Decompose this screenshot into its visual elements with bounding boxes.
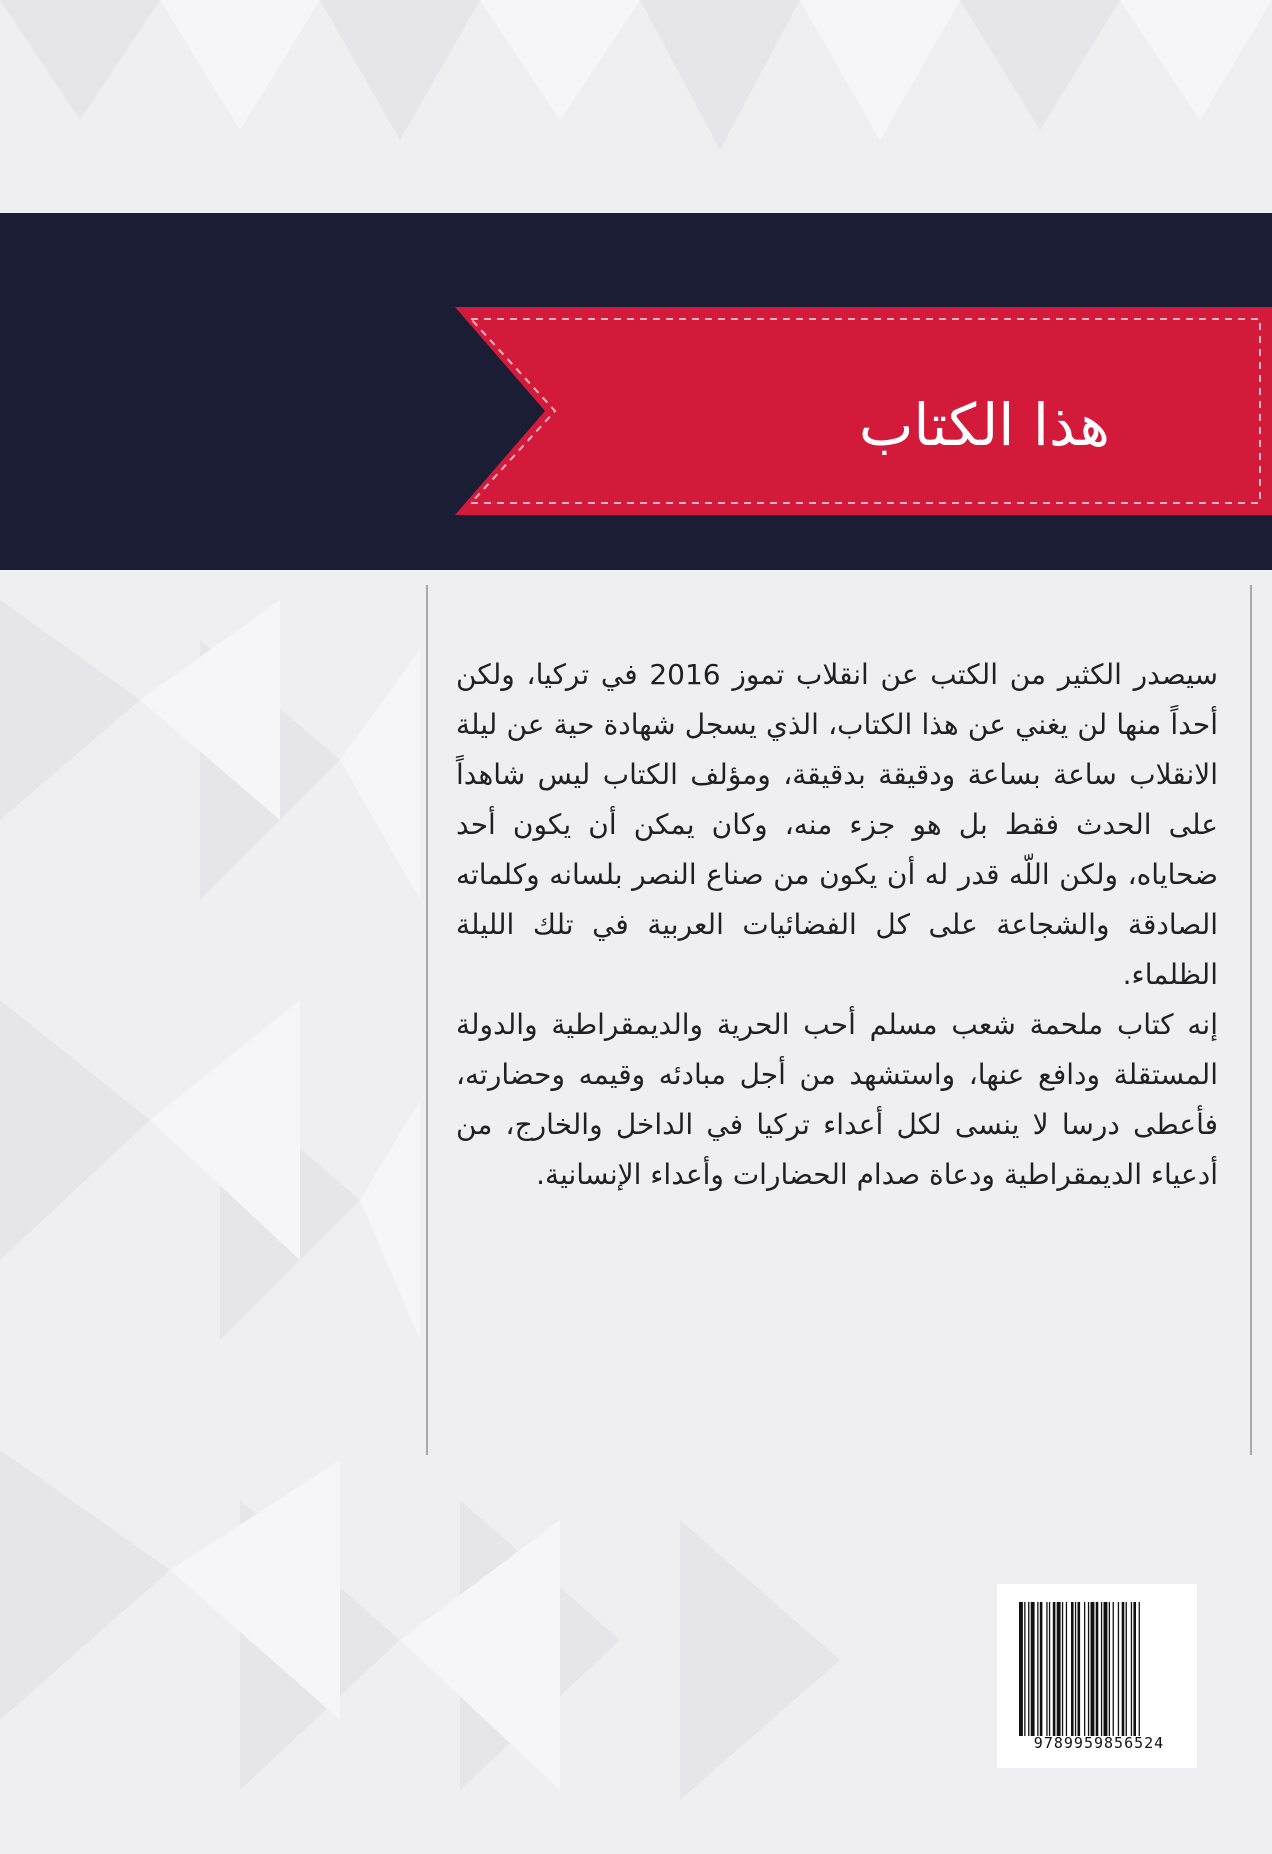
isbn-number: 9789959856524 (1033, 1734, 1165, 1752)
blurb (456, 650, 1218, 1200)
blurb-paragraph-2: إنه كتاب ملحمة شعب مسلم أحب الحرية والديمقراطية والدولة المستقلة ودافع عنها، واستشهد من أجل مبادئه وقيمه وحضارته، فأعطى درسا لا ينسى لكل أعداء تركيا في الداخل والخارج، من أدعياء الديمقراطية ودعاة صدام الحضارات وأعداء الإنسانية. (456, 1008, 1218, 1191)
ribbon-title: هذا الكتاب (858, 391, 1110, 459)
barcode (997, 1584, 1197, 1768)
left-frame-line (426, 585, 428, 1455)
right-frame-line (1250, 585, 1252, 1455)
blurb-paragraph-1: سيصدر الكثير من الكتب عن انقلاب تموز 2016 في تركيا، ولكن أحداً منها لن يغني عن هذا الكتاب، الذي يسجل شهادة حية عن ليلة الانقلاب ساعة بساعة ودقيقة بدقيقة، ومؤلف الكتاب ليس شاهداً على الحدث فقط بل هو جزء منه، وكان يمكن أن يكون أحد ضحاياه، ولكن اللّه قدر له أن يكون من صناع النصر بلسانه وكلماته الصادقة والشجاعة على كل الفضائيات العربية في تلك الليلة الظلماء. (456, 658, 1219, 991)
barcode-bars (1017, 1602, 1179, 1736)
